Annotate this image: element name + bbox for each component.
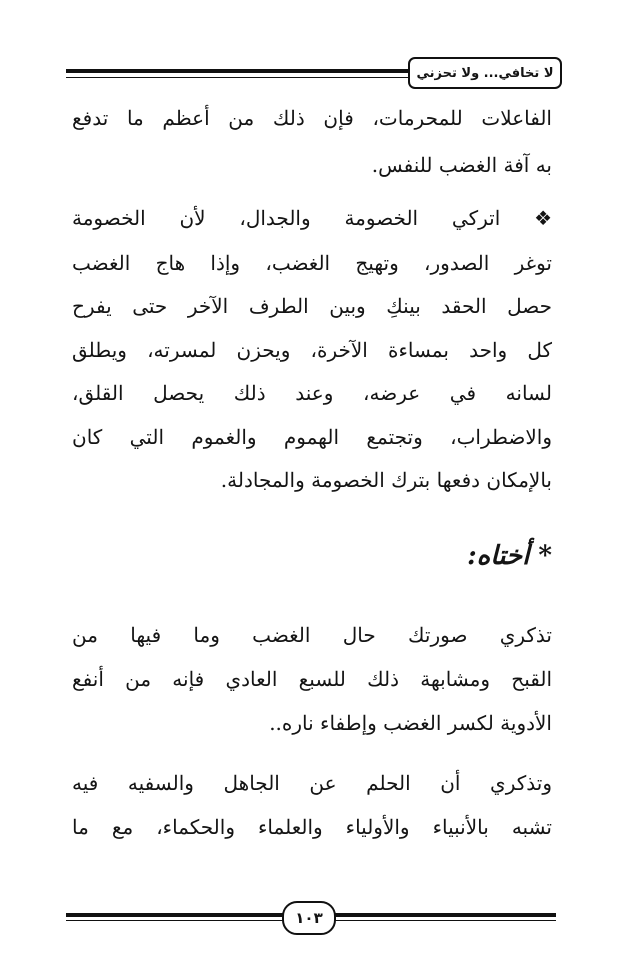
footer-rule-left xyxy=(66,913,284,917)
text-line: به آفة الغضب للنفس. xyxy=(371,153,552,177)
text-line: بالإمكان دفعها بترك الخصومة والمجادلة. xyxy=(220,468,552,492)
text-line: تذكري صورتك حال الغضب وما فيها من xyxy=(72,623,552,647)
text-line: الفاعلات للمحرمات، فإن ذلك من أعظم ما تدفع xyxy=(72,106,552,130)
text-line: الأدوية لكسر الغضب وإطفاء ناره.. xyxy=(269,711,552,735)
footer-rule-right xyxy=(330,913,556,917)
text-line: تشبه بالأنبياء والأولياء والعلماء والحكماء، مع ما xyxy=(72,815,552,839)
header-rule-thin xyxy=(66,77,416,78)
text-line: وتذكري أن الحلم عن الجاهل والسفيه فيه xyxy=(72,771,552,795)
text-line: القبح ومشابهة ذلك للسبع العادي فإنه من أنفع xyxy=(72,667,552,691)
page-number: ١٠٣ xyxy=(282,901,336,935)
text-line: ❖ اتركي الخصومة والجدال، لأن الخصومة xyxy=(72,206,552,230)
section-heading: * أختاه: xyxy=(467,541,552,571)
footer-rule-left-thin xyxy=(66,920,284,921)
text-line: توغر الصدور، وتهيج الغضب، وإذا هاج الغضب xyxy=(72,251,552,275)
text-line: حصل الحقد بينكِ وبين الطرف الآخر حتى يفرح xyxy=(72,294,553,318)
text-line: لسانه في عرضه، وعند ذلك يحصل القلق، xyxy=(72,381,552,405)
header-rule xyxy=(66,69,416,73)
footer-rule-right-thin xyxy=(330,920,556,921)
text-line: والاضطراب، وتجتمع الهموم والغموم التي كان xyxy=(72,425,552,449)
running-title: لا تخافي... ولا تحزني xyxy=(408,57,562,89)
text-line: كل واحد بمساءة الآخرة، ويحزن لمسرته، ويطلق xyxy=(72,338,552,362)
